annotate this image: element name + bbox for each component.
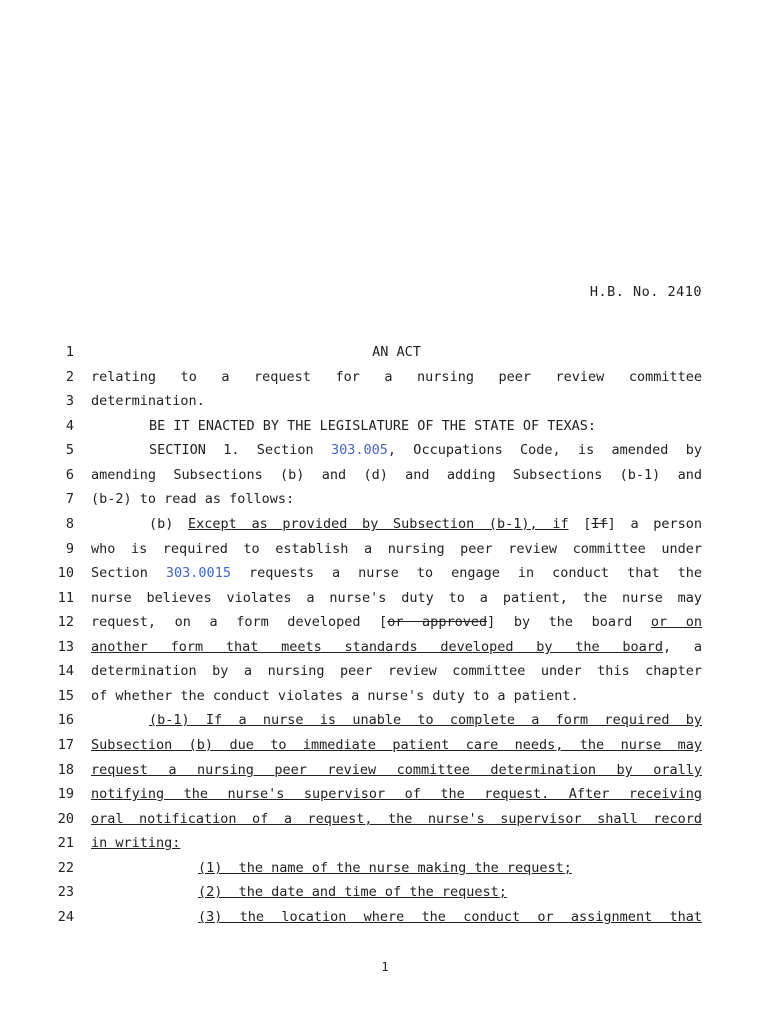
text-line [91,418,702,434]
line-number: 10 [57,565,74,581]
inserted-text: Except as provided by Subsection (b-1), if [188,516,569,532]
text-line: (b-2) to read as follows: [91,491,295,507]
deleted-text: If [591,516,608,532]
text-segment: Section [91,565,166,581]
text-line: relating to a request for a nursing peer review committee [91,369,702,385]
line-number: 24 [57,909,74,925]
text-segment: , a [663,639,702,655]
line-number: 11 [57,590,74,606]
line-number: 7 [65,491,74,507]
line-number: 13 [57,639,74,655]
text-line: who is required to establish a nursing peer review committee under [91,541,702,557]
section-link[interactable]: 303.005 [330,442,388,458]
page-number: 1 [381,960,389,974]
line-number: 17 [57,737,74,753]
inserted-text: (b-1) If a nurse is unable to complete a form required by [149,712,702,728]
text-line: determination by a nursing peer review committee under this chapter [91,663,702,679]
text-line: determination. [91,393,205,409]
inserted-text: in writing: [91,835,181,851]
deleted-text: or approved [387,614,488,630]
line-number: 8 [65,516,74,532]
line-number: 12 [57,614,74,630]
line-number: 3 [65,393,74,409]
line-number: 9 [65,541,74,557]
line-number: 14 [57,663,74,679]
text-line: amending Subsections (b) and (d) and adding Subsections (b-1) and [91,467,702,483]
line-number: 4 [65,418,74,434]
inserted-text: or on [650,614,703,630]
text-line [91,884,702,900]
act-title: AN ACT [372,344,421,360]
inserted-text: (3) the location where the conduct or assignment that [198,909,702,925]
inserted-text: notifying the nurse's supervisor of the request. After receiving [91,786,702,802]
line-number: 19 [57,786,74,802]
text-segment: ] a person [607,516,702,532]
enacting-clause: BE IT ENACTED BY THE LEGISLATURE OF THE STATE OF TEXAS: [149,418,597,434]
text-line [91,614,702,630]
inserted-text: Subsection (b) due to immediate patient care needs, the nurse may [91,737,702,753]
line-number: 5 [65,442,74,458]
text-segment: [ [568,516,592,532]
text-line [91,516,702,532]
line-number: 15 [57,688,74,704]
text-line: of whether the conduct violates a nurse's duty to a patient. [91,688,579,704]
text-line [91,442,702,458]
inserted-text: another form that meets standards developed by the board [91,639,663,655]
text-segment: request, on a form developed [ [91,614,388,630]
line-number: 21 [57,835,74,851]
text-line [91,565,702,581]
text-line [91,639,702,655]
text-segment: requests a nurse to engage in conduct that the [230,565,702,581]
inserted-text: request a nursing peer review committee determination by orally [91,762,702,778]
line-number: 20 [57,811,74,827]
section-link[interactable]: 303.0015 [165,565,231,581]
line-number: 23 [57,884,74,900]
text-line: nurse believes violates a nurse's duty to a patient, the nurse may [91,590,702,606]
line-number: 1 [65,344,74,360]
inserted-text: oral notification of a request, the nurse's supervisor shall record [91,811,702,827]
line-number: 2 [65,369,74,385]
inserted-text: (2) the date and time of the request; [198,884,507,900]
text-segment: (b) [149,516,189,532]
text-segment: ] by the board [487,614,651,630]
text-line [91,712,702,728]
line-number: 6 [65,467,74,483]
line-number: 16 [57,712,74,728]
bill-number: H.B. No. 2410 [589,284,702,300]
text-line [91,860,702,876]
text-segment: , Occupations Code, is amended by [387,442,702,458]
inserted-text: (1) the name of the nurse making the request; [198,860,572,876]
line-number: 22 [57,860,74,876]
line-number: 18 [57,762,74,778]
text-line [91,909,702,925]
text-segment: SECTION 1. Section [149,442,331,458]
